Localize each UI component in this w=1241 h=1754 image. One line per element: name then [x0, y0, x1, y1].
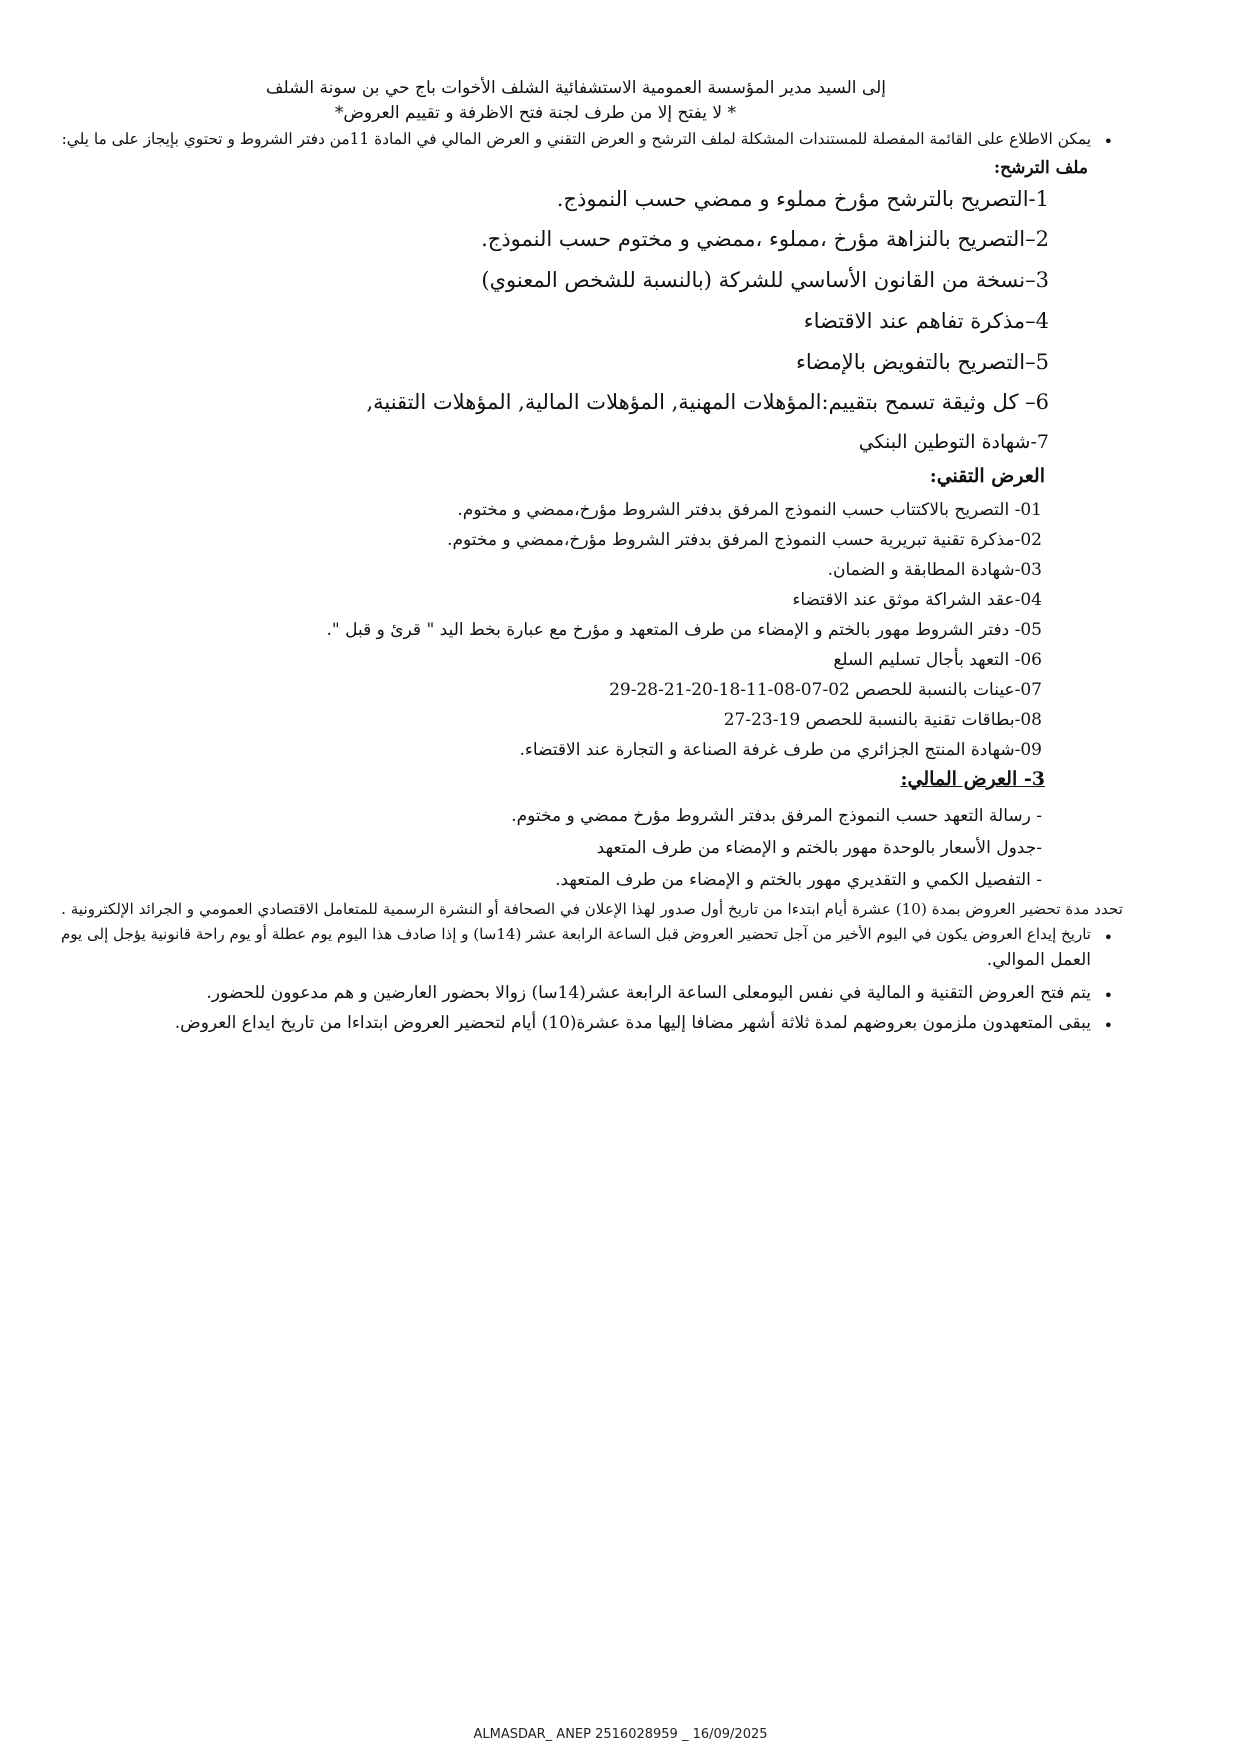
- addressee-line: إلى السيد مدير المؤسسة العمومية الاستشفائية الشلف الأخوات باج حي بن سونة الشلف: [265, 78, 886, 98]
- notice-line: * لا يفتح إلا من طرف لجنة فتح الاظرفة و تقييم العروض*: [334, 103, 736, 123]
- candidacy-item-7: 7-شهادة التوطين البنكي: [858, 431, 1049, 453]
- duration-paragraph: تحدد مدة تحضير العروض بمدة (10) عشرة أيام ابتدءا من تاريخ أول صدور لهذا الإعلان في الصحافة أو النشرة الرسمية للمتعامل الاقتصادي العمومي و الجرائد الإلكترونية .: [61, 900, 1123, 918]
- financial-item-1: - رسالة التعهد حسب النموذج المرفق بدفتر الشروط مؤرخ ممضي و مختوم.: [511, 806, 1042, 826]
- candidacy-item-3: 3–نسخة من القانون الأساسي للشركة (بالنسبة للشخص المعنوي): [481, 268, 1049, 292]
- financial-item-2: -جدول الأسعار بالوحدة مهور بالختم و الإمضاء من طرف المتعهد: [596, 838, 1042, 858]
- candidacy-item-4: 4–مذكرة تفاهم عند الاقتضاء: [803, 309, 1049, 333]
- bullet-marker: •: [1103, 928, 1113, 947]
- technical-item-08: 08-بطاقات تقنية بالنسبة للحصص 19-23-27: [723, 710, 1042, 730]
- candidacy-item-1: 1-التصريح بالترشح مؤرخ مملوء و ممضي حسب النموذج.: [556, 187, 1049, 211]
- technical-item-07: 07-عينات بالنسبة للحصص 02-07-08-11-18-20-21-28-29: [609, 680, 1042, 700]
- candidacy-item-5: 5–التصريح بالتفويض بالإمضاء: [796, 350, 1049, 374]
- technical-item-02: 02-مذكرة تقنية تبريرية حسب النموذج المرفق بدفتر الشروط مؤرخ،ممضي و مختوم.: [447, 530, 1042, 550]
- technical-item-04: 04-عقد الشراكة موثق عند الاقتضاء: [792, 590, 1042, 610]
- technical-item-09: 09-شهادة المنتج الجزائري من طرف غرفة الصناعة و التجارة عند الاقتضاء.: [519, 740, 1042, 760]
- candidacy-item-2: 2–التصريح بالنزاهة مؤرخ ،مملوء ،ممضي و مختوم حسب النموذج.: [481, 227, 1049, 251]
- validity-bullet: يبقى المتعهدون ملزمون بعروضهم لمدة ثلاثة أشهر مضافا إليها مدة عشرة(10) أيام لتحضير العروض ابتداءا من تاريخ ايداع العروض.: [174, 1013, 1091, 1033]
- technical-item-01: 01- التصريح بالاكتتاب حسب النموذج المرفق بدفتر الشروط مؤرخ،ممضي و مختوم.: [457, 500, 1042, 520]
- bullet-marker: •: [1103, 132, 1113, 151]
- deposit-date-line-2: العمل الموالي.: [986, 950, 1091, 970]
- technical-item-03: 03-شهادة المطابقة و الضمان.: [827, 560, 1042, 580]
- candidacy-title: ملف الترشح:: [993, 158, 1088, 178]
- technical-item-06: 06- التعهد بأجال تسليم السلع: [833, 650, 1042, 670]
- candidacy-item-6: 6– كل وثيقة تسمح بتقييم:المؤهلات المهنية, المؤهلات المالية, المؤهلات التقنية,: [366, 390, 1049, 414]
- footer-reference: ALMASDAR_ ANEP 2516028959 _ 16/09/2025: [473, 1727, 768, 1742]
- intro-paragraph: يمكن الاطلاع على القائمة المفصلة للمستندات المشكلة لملف الترشح و العرض التقني و العرض المالي في المادة 11من دفتر الشروط و تحتوي بإيجاز على ما يلي:: [61, 130, 1091, 148]
- bullet-marker: •: [1103, 986, 1113, 1005]
- technical-title: العرض التقني:: [929, 465, 1045, 487]
- bullet-marker: •: [1103, 1016, 1113, 1035]
- financial-item-3: - التفصيل الكمي و التقديري مهور بالختم و الإمضاء من طرف المتعهد.: [555, 870, 1042, 890]
- deposit-date-line-1: تاريخ إيداع العروض يكون في اليوم الأخير من آجل تحضير العروض قبل الساعة الرابعة عشر (14سا) و إذا صادف هذا اليوم يوم عطلة أو يوم راحة قانونية يؤجل إلى يوم: [60, 925, 1091, 943]
- opening-bullet: يتم فتح العروض التقنية و المالية في نفس اليومعلى الساعة الرابعة عشر(14سا) زوالا بحضور العارضين و هم مدعوون للحضور.: [206, 983, 1091, 1003]
- technical-item-05: 05- دفتر الشروط مهور بالختم و الإمضاء من طرف المتعهد و مؤرخ مع عبارة بخط اليد " قرئ و قبل ".: [326, 620, 1042, 640]
- financial-title: 3- العرض المالي:: [900, 768, 1045, 790]
